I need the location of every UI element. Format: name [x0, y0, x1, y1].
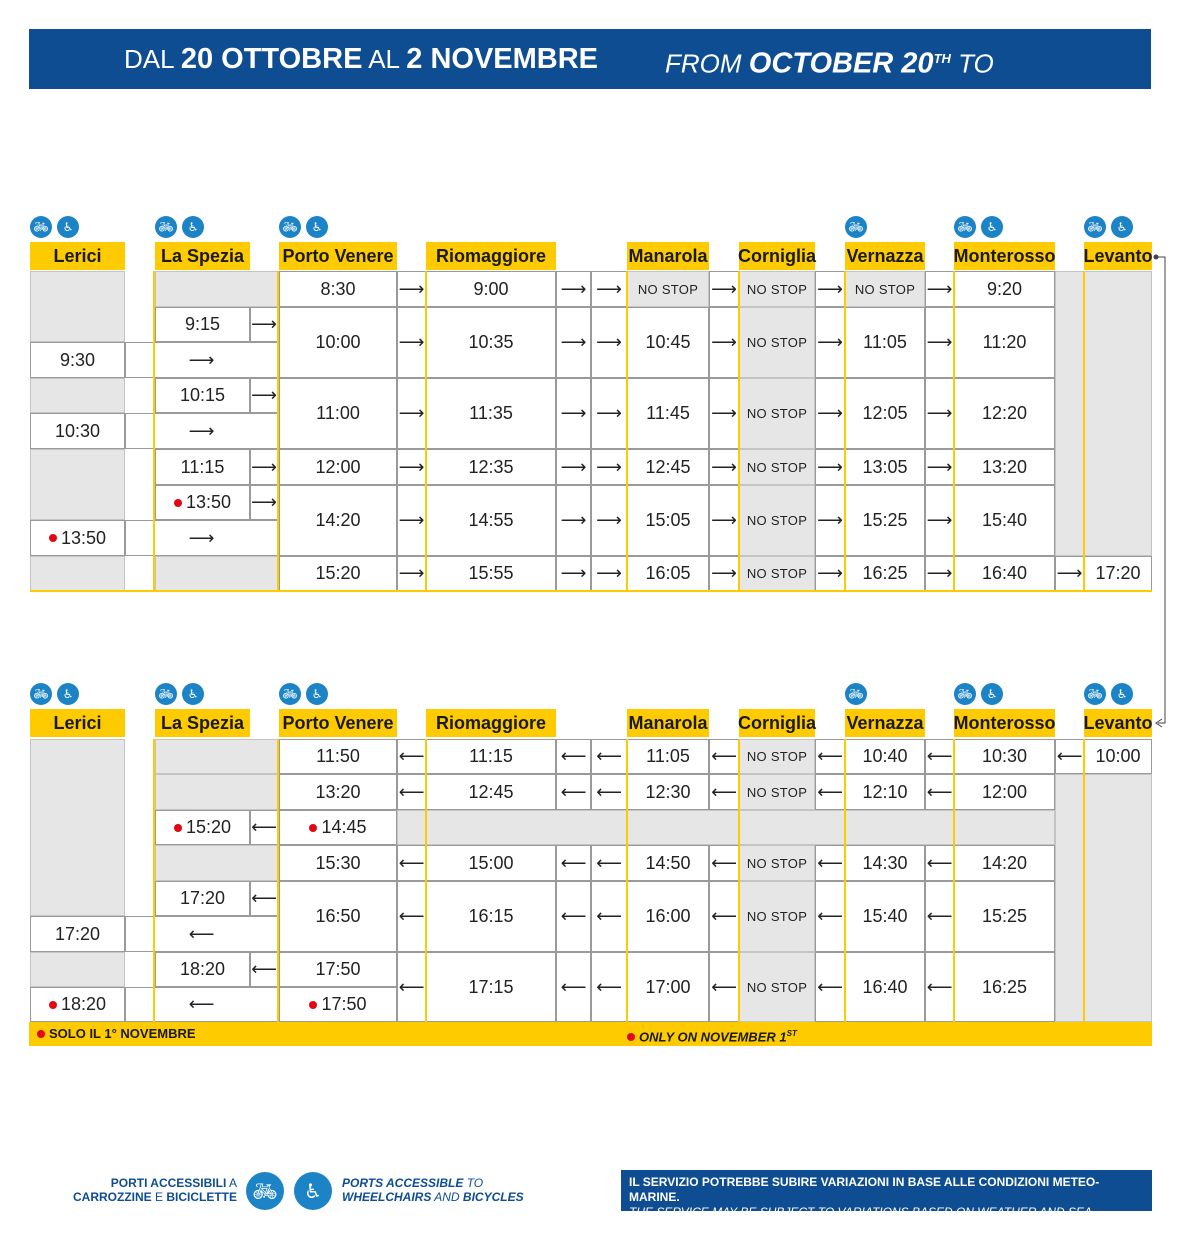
arrow-left-icon: ⟵	[925, 881, 954, 952]
time-value: 11:15	[180, 456, 225, 477]
bicycle-icon: 🚲︎	[954, 683, 976, 705]
port-header-corniglia: Corniglia	[739, 242, 815, 270]
wheelchair-icon: ♿︎	[306, 683, 328, 705]
time-value: 17:15	[468, 976, 514, 997]
time-value: 13:50	[60, 527, 107, 548]
time-value: 9:30	[59, 349, 96, 370]
no-stop-cell: NO STOP	[739, 556, 815, 591]
arrow-right-icon: ⟶	[709, 485, 739, 556]
port-header-corniglia: Corniglia	[739, 709, 815, 737]
bicycle-icon: 🚲︎	[30, 683, 52, 705]
time-value: 16:40	[862, 976, 908, 997]
arrow-right-icon: ⟶	[397, 556, 426, 591]
arrow-left-icon: ⟵	[709, 774, 739, 810]
wheelchair-icon: ♿︎	[57, 683, 79, 705]
wheelchair-icon: ♿︎	[182, 216, 204, 238]
time-value: 15:30	[315, 852, 361, 873]
time-value: 14:50	[645, 852, 691, 873]
time-value: 8:30	[320, 278, 356, 299]
arrow-right-icon: ⟶	[591, 556, 627, 591]
wheelchair-icon: ♿︎	[306, 216, 328, 238]
bicycle-icon: 🚲︎	[30, 216, 52, 238]
time-value: 14:55	[468, 510, 514, 530]
arrow-left-icon: ⟵	[250, 952, 278, 987]
time-value: 10:40	[862, 746, 908, 766]
arrow-right-icon: ⟶	[709, 271, 739, 307]
time-value: 14:30	[862, 852, 908, 873]
arrow-left-icon: ⟵	[556, 774, 591, 810]
time-value: 10:45	[645, 332, 691, 352]
arrow-right-icon: ⟶	[815, 378, 845, 449]
time-value: 9:15	[184, 314, 221, 334]
no-stop-cell: NO STOP	[739, 449, 815, 485]
time-value: 15:20	[315, 563, 361, 583]
arrow-left-icon: ⟵	[556, 845, 591, 881]
time-value: 12:00	[981, 781, 1028, 802]
port-header-riomaggiore: Riomaggiore	[426, 242, 556, 270]
time-value: 12:20	[981, 403, 1028, 423]
time-value: 11:20	[982, 332, 1027, 352]
arrow-right-icon: ⟶	[591, 485, 627, 556]
arrow-right-icon: ⟶	[591, 271, 627, 307]
port-header-monterosso: Monterosso	[954, 709, 1055, 737]
time-value: 12:00	[315, 456, 361, 477]
time-value: 12:35	[468, 456, 514, 477]
arrow-left-icon: ⟵	[815, 952, 845, 1022]
arrow-right-icon: ⟶	[556, 271, 591, 307]
bicycle-icon: 🚲︎	[279, 683, 301, 705]
arrow-right-icon: ⟶	[1055, 556, 1084, 591]
banner-italian: DAL 20 OTTOBRE AL 2 NOVEMBRE	[124, 43, 599, 75]
arrow-right-icon: ⟶	[925, 271, 954, 307]
time-value: 12:45	[645, 456, 691, 477]
no-stop-cell: NO STOP	[739, 881, 815, 952]
port-header-manarola: Manarola	[627, 709, 709, 737]
port-header-la-spezia: La Spezia	[155, 242, 250, 270]
arrow-left-icon: ⟵	[397, 739, 426, 774]
arrow-left-icon: ⟵	[709, 845, 739, 881]
wheelchair-icon: ♿︎	[57, 216, 79, 238]
no-stop-cell: NO STOP	[739, 307, 815, 378]
arrow-left-icon: ⟵	[709, 739, 739, 774]
time-value: 11:45	[646, 403, 690, 423]
time-value: 15:25	[862, 510, 908, 530]
port-header-vernazza: Vernazza	[845, 709, 925, 737]
arrow-right-icon: ⟶	[709, 378, 739, 449]
arrow-left-icon: ⟵	[925, 845, 954, 881]
banner-english: FROM OCTOBER 20TH TO NOVEMBER 2ND	[665, 47, 994, 145]
arrow-right-icon: ⟶	[815, 307, 845, 378]
notes-bar	[29, 1022, 1152, 1046]
arrow-right-icon: ⟶	[397, 449, 426, 485]
arrow-left-icon: ⟵	[815, 739, 845, 774]
arrow-right-icon: ⟶	[591, 378, 627, 449]
time-value: 16:15	[468, 906, 514, 926]
port-header-vernazza: Vernazza	[845, 242, 925, 270]
arrow-right-icon: ⟶	[815, 556, 845, 591]
no-stop-cell: NO STOP	[739, 739, 815, 774]
time-value: 13:20	[315, 781, 361, 802]
arrow-left-icon: ⟵	[815, 845, 845, 881]
time-value: 18:20	[60, 994, 107, 1014]
time-value: 18:20	[179, 959, 226, 979]
no-stop-cell: NO STOP	[739, 774, 815, 810]
arrow-left-icon: ⟵	[397, 845, 426, 881]
arrow-right-icon: ⟶	[815, 485, 845, 556]
time-value: 16:40	[981, 563, 1028, 583]
arrow-right-icon: ⟶	[591, 307, 627, 378]
time-value: 14:45	[321, 817, 367, 837]
time-value: 13:05	[862, 456, 908, 477]
port-header-manarola: Manarola	[627, 242, 709, 270]
legend-italian: PORTI ACCESSIBILI A CARROZZINE E BICICLETTE	[72, 1176, 237, 1204]
time-value: 10:00	[315, 332, 361, 352]
arrow-right-icon: ⟶	[925, 485, 954, 556]
time-value: 16:50	[315, 906, 361, 926]
arrow-right-icon: ⟶	[250, 449, 278, 485]
arrow-left-icon: ⟵	[591, 739, 627, 774]
arrow-left-icon: ⟵	[397, 881, 426, 952]
time-value: 10:15	[179, 385, 226, 405]
bicycle-icon: 🚲︎	[155, 683, 177, 705]
bicycle-icon: 🚲︎	[246, 1172, 284, 1210]
arrow-right-icon: ⟶	[250, 378, 278, 413]
arrow-right-icon: ⟶	[925, 307, 954, 378]
port-header-lerici: Lerici	[30, 242, 125, 270]
arrow-right-icon: ⟶	[925, 449, 954, 485]
port-header-lerici: Lerici	[30, 709, 125, 737]
arrow-right-icon: ⟶	[125, 520, 278, 556]
port-header-levanto: Levanto	[1084, 242, 1152, 270]
arrow-right-icon: ⟶	[815, 449, 845, 485]
time-value: 11:50	[316, 746, 360, 766]
arrow-right-icon: ⟶	[397, 378, 426, 449]
arrow-right-icon: ⟶	[397, 485, 426, 556]
time-value: 16:25	[981, 976, 1028, 997]
arrow-left-icon: ⟵	[125, 987, 278, 1022]
note-english: ONLY ON NOVEMBER 1ST	[627, 1022, 797, 1046]
arrow-left-icon: ⟵	[709, 952, 739, 1022]
time-value: 11:00	[316, 403, 360, 423]
bicycle-icon: 🚲︎	[845, 216, 867, 238]
port-header-riomaggiore: Riomaggiore	[426, 709, 556, 737]
arrow-right-icon: ⟶	[556, 485, 591, 556]
no-stop-cell: NO STOP	[845, 271, 925, 307]
no-stop-cell: NO STOP	[739, 378, 815, 449]
arrow-left-icon: ⟵	[815, 774, 845, 810]
time-value: 15:00	[468, 852, 514, 873]
time-value: 17:20	[179, 888, 226, 908]
time-value: 10:30	[54, 420, 101, 441]
bicycle-icon: 🚲︎	[1084, 216, 1106, 238]
bicycle-icon: 🚲︎	[954, 216, 976, 238]
arrow-left-icon: ⟵	[556, 952, 591, 1022]
no-stop-cell: NO STOP	[739, 845, 815, 881]
note-italian: SOLO IL 1° NOVEMBRE	[37, 1022, 196, 1046]
arrow-right-icon: ⟶	[556, 449, 591, 485]
time-value: 10:00	[1095, 746, 1141, 766]
arrow-left-icon: ⟵	[556, 739, 591, 774]
time-value: 16:05	[645, 563, 691, 583]
arrow-right-icon: ⟶	[709, 307, 739, 378]
bicycle-icon: 🚲︎	[1084, 683, 1106, 705]
arrow-left-icon: ⟵	[125, 916, 278, 952]
arrow-right-icon: ⟶	[397, 307, 426, 378]
arrow-left-icon: ⟵	[556, 881, 591, 952]
time-value: 15:20	[185, 817, 232, 837]
no-stop-cell: NO STOP	[739, 485, 815, 556]
arrow-left-icon: ⟵	[591, 774, 627, 810]
port-header-porto-venere: Porto Venere	[279, 709, 397, 737]
arrow-left-icon: ⟵	[925, 774, 954, 810]
time-value: 17:50	[315, 959, 361, 979]
arrow-right-icon: ⟶	[815, 271, 845, 307]
wheelchair-icon: ♿︎	[981, 683, 1003, 705]
bicycle-icon: 🚲︎	[279, 216, 301, 238]
time-value: 10:35	[468, 332, 514, 352]
arrow-right-icon: ⟶	[125, 413, 278, 449]
bicycle-icon: 🚲︎	[845, 683, 867, 705]
time-value: 9:20	[986, 278, 1023, 299]
time-value: 14:20	[315, 510, 361, 530]
time-value: 11:05	[646, 746, 690, 766]
time-value: 16:25	[862, 563, 908, 583]
arrow-left-icon: ⟵	[925, 739, 954, 774]
wheelchair-icon: ♿︎	[1111, 683, 1133, 705]
time-value: 17:00	[645, 976, 691, 997]
arrow-left-icon: ⟵	[250, 810, 278, 845]
arrow-left-icon: ⟵	[591, 881, 627, 952]
arrow-right-icon: ⟶	[397, 271, 426, 307]
time-value: 12:05	[862, 403, 908, 423]
arrow-left-icon: ⟵	[925, 952, 954, 1022]
time-value: 12:30	[645, 781, 691, 802]
time-value: 13:50	[185, 492, 232, 512]
arrow-right-icon: ⟶	[250, 485, 278, 520]
arrow-left-icon: ⟵	[815, 881, 845, 952]
arrow-right-icon: ⟶	[925, 378, 954, 449]
no-stop-cell: NO STOP	[627, 271, 709, 307]
arrow-right-icon: ⟶	[591, 449, 627, 485]
arrow-right-icon: ⟶	[556, 307, 591, 378]
port-header-monterosso: Monterosso	[954, 242, 1055, 270]
arrow-right-icon: ⟶	[250, 307, 278, 342]
arrow-right-icon: ⟶	[709, 556, 739, 591]
time-value: 11:05	[863, 332, 907, 352]
port-header-porto-venere: Porto Venere	[279, 242, 397, 270]
arrow-right-icon: ⟶	[709, 449, 739, 485]
wheelchair-icon: ♿︎	[1111, 216, 1133, 238]
time-value: 14:20	[981, 852, 1028, 873]
time-value: 12:10	[862, 781, 908, 802]
legend-english: PORTS ACCESSIBLE TO WHEELCHAIRS AND BICYCLES	[342, 1176, 524, 1204]
arrow-right-icon: ⟶	[556, 378, 591, 449]
time-value: 15:25	[981, 906, 1028, 926]
time-value: 15:40	[862, 906, 908, 926]
arrow-right-icon: ⟶	[125, 342, 278, 378]
arrow-right-icon: ⟶	[556, 556, 591, 591]
wheelchair-icon: ♿︎	[294, 1172, 332, 1210]
time-value: 9:00	[473, 278, 509, 299]
wheelchair-icon: ♿︎	[182, 683, 204, 705]
no-stop-cell: NO STOP	[739, 952, 815, 1022]
weather-advisory: IL SERVIZIO POTREBBE SUBIRE VARIAZIONI IN BASE ALLE CONDIZIONI METEO-MARINE. THE SERVICE MAY BE SUBJECT TO VARIATIONS BASED ON WEATHER AND SEA CONDITIONS.	[621, 1170, 1152, 1211]
bicycle-icon: 🚲︎	[155, 216, 177, 238]
arrow-left-icon: ⟵	[397, 774, 426, 810]
port-header-levanto: Levanto	[1084, 709, 1152, 737]
time-value: 11:35	[469, 403, 513, 423]
wheelchair-icon: ♿︎	[981, 216, 1003, 238]
arrow-left-icon: ⟵	[591, 845, 627, 881]
time-value: 15:40	[981, 510, 1028, 530]
time-value: 13:20	[981, 456, 1028, 477]
time-value: 10:30	[981, 746, 1028, 766]
port-header-la-spezia: La Spezia	[155, 709, 250, 737]
time-value: 11:15	[469, 746, 513, 766]
arrow-left-icon: ⟵	[397, 952, 426, 1022]
no-stop-cell: NO STOP	[739, 271, 815, 307]
time-value: 17:50	[321, 994, 367, 1014]
time-value: 15:55	[468, 563, 514, 583]
time-value: 17:20	[54, 923, 101, 944]
time-value: 12:45	[468, 781, 514, 802]
time-value: 17:20	[1095, 563, 1141, 583]
arrow-left-icon: ⟵	[591, 952, 627, 1022]
time-value: 16:00	[645, 906, 691, 926]
arrow-left-icon: ⟵	[250, 881, 278, 916]
arrow-right-icon: ⟶	[925, 556, 954, 591]
arrow-left-icon: ⟵	[709, 881, 739, 952]
arrow-left-icon: ⟵	[1055, 739, 1084, 774]
time-value: 15:05	[645, 510, 691, 530]
